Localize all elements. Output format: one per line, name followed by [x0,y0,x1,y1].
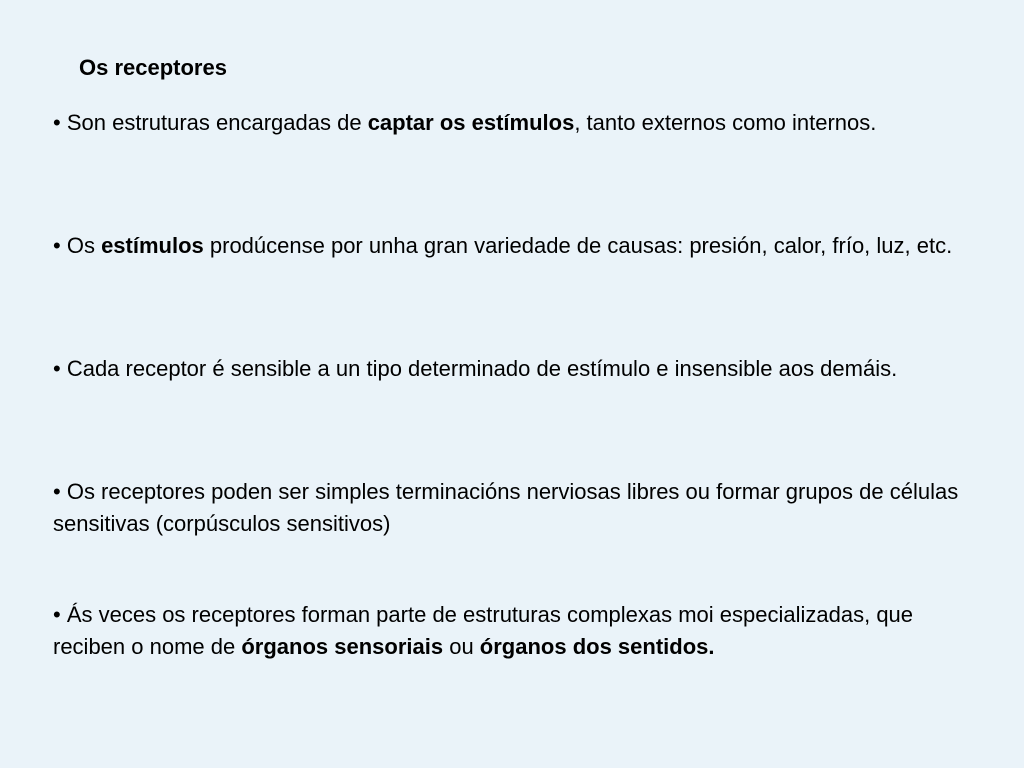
bullet-item [53,107,983,139]
bullet-marker: • [53,110,61,135]
bullet-marker: • [53,356,61,381]
slide-title: Os receptores [79,55,227,80]
bullet-text: Cada receptor é sensible a un tipo determinado de estímulo e insensible aos demáis. [66,356,898,381]
bullet-text: Son estruturas encargadas de [66,110,368,135]
bullet-marker: • [53,233,61,258]
bullet-item [53,599,983,663]
bullet-emphasis: estímulos [101,233,204,258]
bullet-text: , tanto externos como internos. [574,110,877,135]
bullet-text: Ás veces os receptores forman parte de estruturas complexas moi especializadas, que reciben o nome de [53,602,914,659]
bullet-emphasis: captar os estímulos [367,110,575,135]
bullet-marker: • [53,479,61,504]
bullet-emphasis: órganos sensoriais [241,634,444,659]
bullet-item [53,353,983,385]
bullet-text: ou [443,634,480,659]
bullet-item [53,230,983,262]
bullet-emphasis: órganos dos sentidos. [479,634,715,659]
bullet-text: Os receptores poden ser simples terminacións nerviosas libres ou formar grupos de células sensitivas (corpúsculos sensitivos) [53,479,959,536]
bullet-text: Os [66,233,102,258]
bullet-text: prodúcense por unha gran variedade de causas: presión, calor, frío, luz, etc. [203,233,953,258]
bullet-item [53,476,983,540]
bullet-marker: • [53,602,61,627]
